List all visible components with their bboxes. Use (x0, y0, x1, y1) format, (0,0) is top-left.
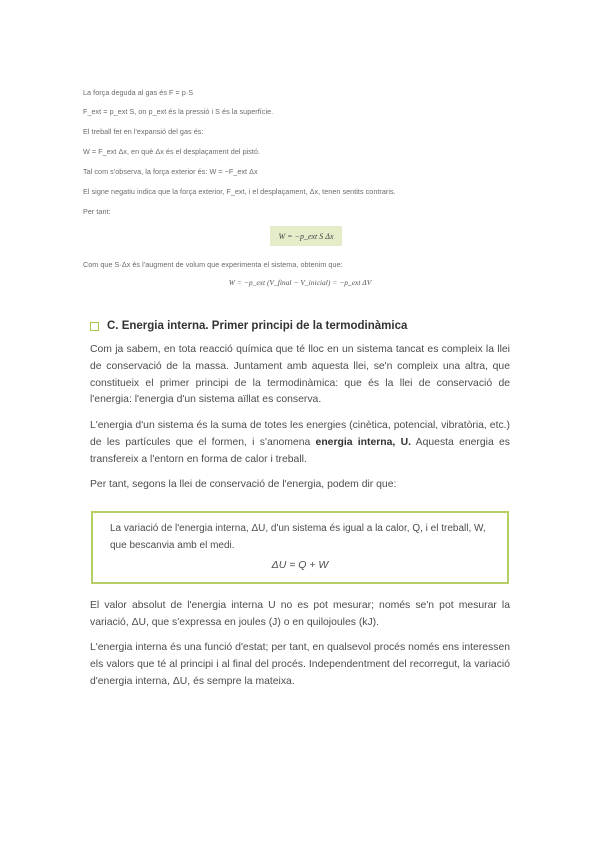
paragraph-2-text: L'energia d'un sistema és la suma de totes les energies (cinètica, potencial, vibratòria, etc.) de les partícules que el formen, i s'anomena (90, 420, 510, 448)
intro-line-5: Tal com s'observa, la força exterior és: W = −F_ext Δx (83, 167, 258, 176)
paragraph-2 (90, 418, 510, 468)
first-law-formula: ΔU = Q + W (271, 559, 329, 571)
section-heading (90, 320, 407, 332)
volume-formula: W = −p_ext (V_final − V_inicial) = −p_ext ΔV (228, 278, 372, 287)
intro-line-2: F_ext = p_ext S, on p_ext és la pressió i S és la superfície. (83, 107, 274, 116)
definition-box (91, 511, 509, 584)
intro-line-4: W = F_ext Δx, en què Δx és el desplaçament del pistó. (83, 147, 261, 156)
definition-text: La variació de l'energia interna, ΔU, d'un sistema és igual a la calor, Q, i el treball, W, que bescanvia amb el medi. (110, 523, 486, 551)
volume-line: Com que S·Δx és l'augment de volum que experimenta el sistema, obtenim que: (83, 260, 343, 269)
work-formula-box (270, 226, 342, 246)
checkbox-square-icon (90, 322, 99, 331)
intro-line-6: El signe negatiu indica que la força exterior, F_ext, i el desplaçament, Δx, tenen sentits contraris. (83, 187, 396, 196)
intro-line-1: La força deguda al gas és F = p·S (83, 88, 194, 97)
intro-line-7: Per tant: (83, 207, 111, 216)
paragraph-5: L'energia interna és una funció d'estat; per tant, en qualsevol procés només ens interessen els valors que té al principi i al final del procés. Independentment del recorregut, la variació d'energia interna, ΔU, és sempre la mateixa. (90, 642, 510, 687)
paragraph-3: Per tant, segons la llei de conservació de l'energia, podem dir que: (90, 479, 397, 490)
section-title: C. Energia interna. Primer principi de la termodinàmica (107, 320, 408, 332)
work-formula: W = −p_ext S Δx (278, 231, 334, 241)
paragraph-2-end: Aquesta energia es transfereix a l'entorn en forma de calor i treball. (90, 436, 510, 465)
paragraph-4: El valor absolut de l'energia interna U no es pot mesurar; només se'n pot mesurar la variació, ΔU, que s'expressa en joules (J) o en quilojoules (kJ). (90, 600, 510, 628)
paragraph-1: Com ja sabem, en tota reacció química que té lloc en un sistema tancat es compleix la llei de conservació de la massa. Juntament amb aquesta llei, se'n compleix una altra, que constitueix el primer principi de la termodinàmica: que és la llei de conservació de l'energia: l'energia d'un sistema aïllat es conserva. (90, 344, 510, 406)
intro-line-3: El treball fet en l'expansió del gas és: (83, 127, 204, 136)
energia-interna-term: energia interna, U. (315, 436, 411, 448)
